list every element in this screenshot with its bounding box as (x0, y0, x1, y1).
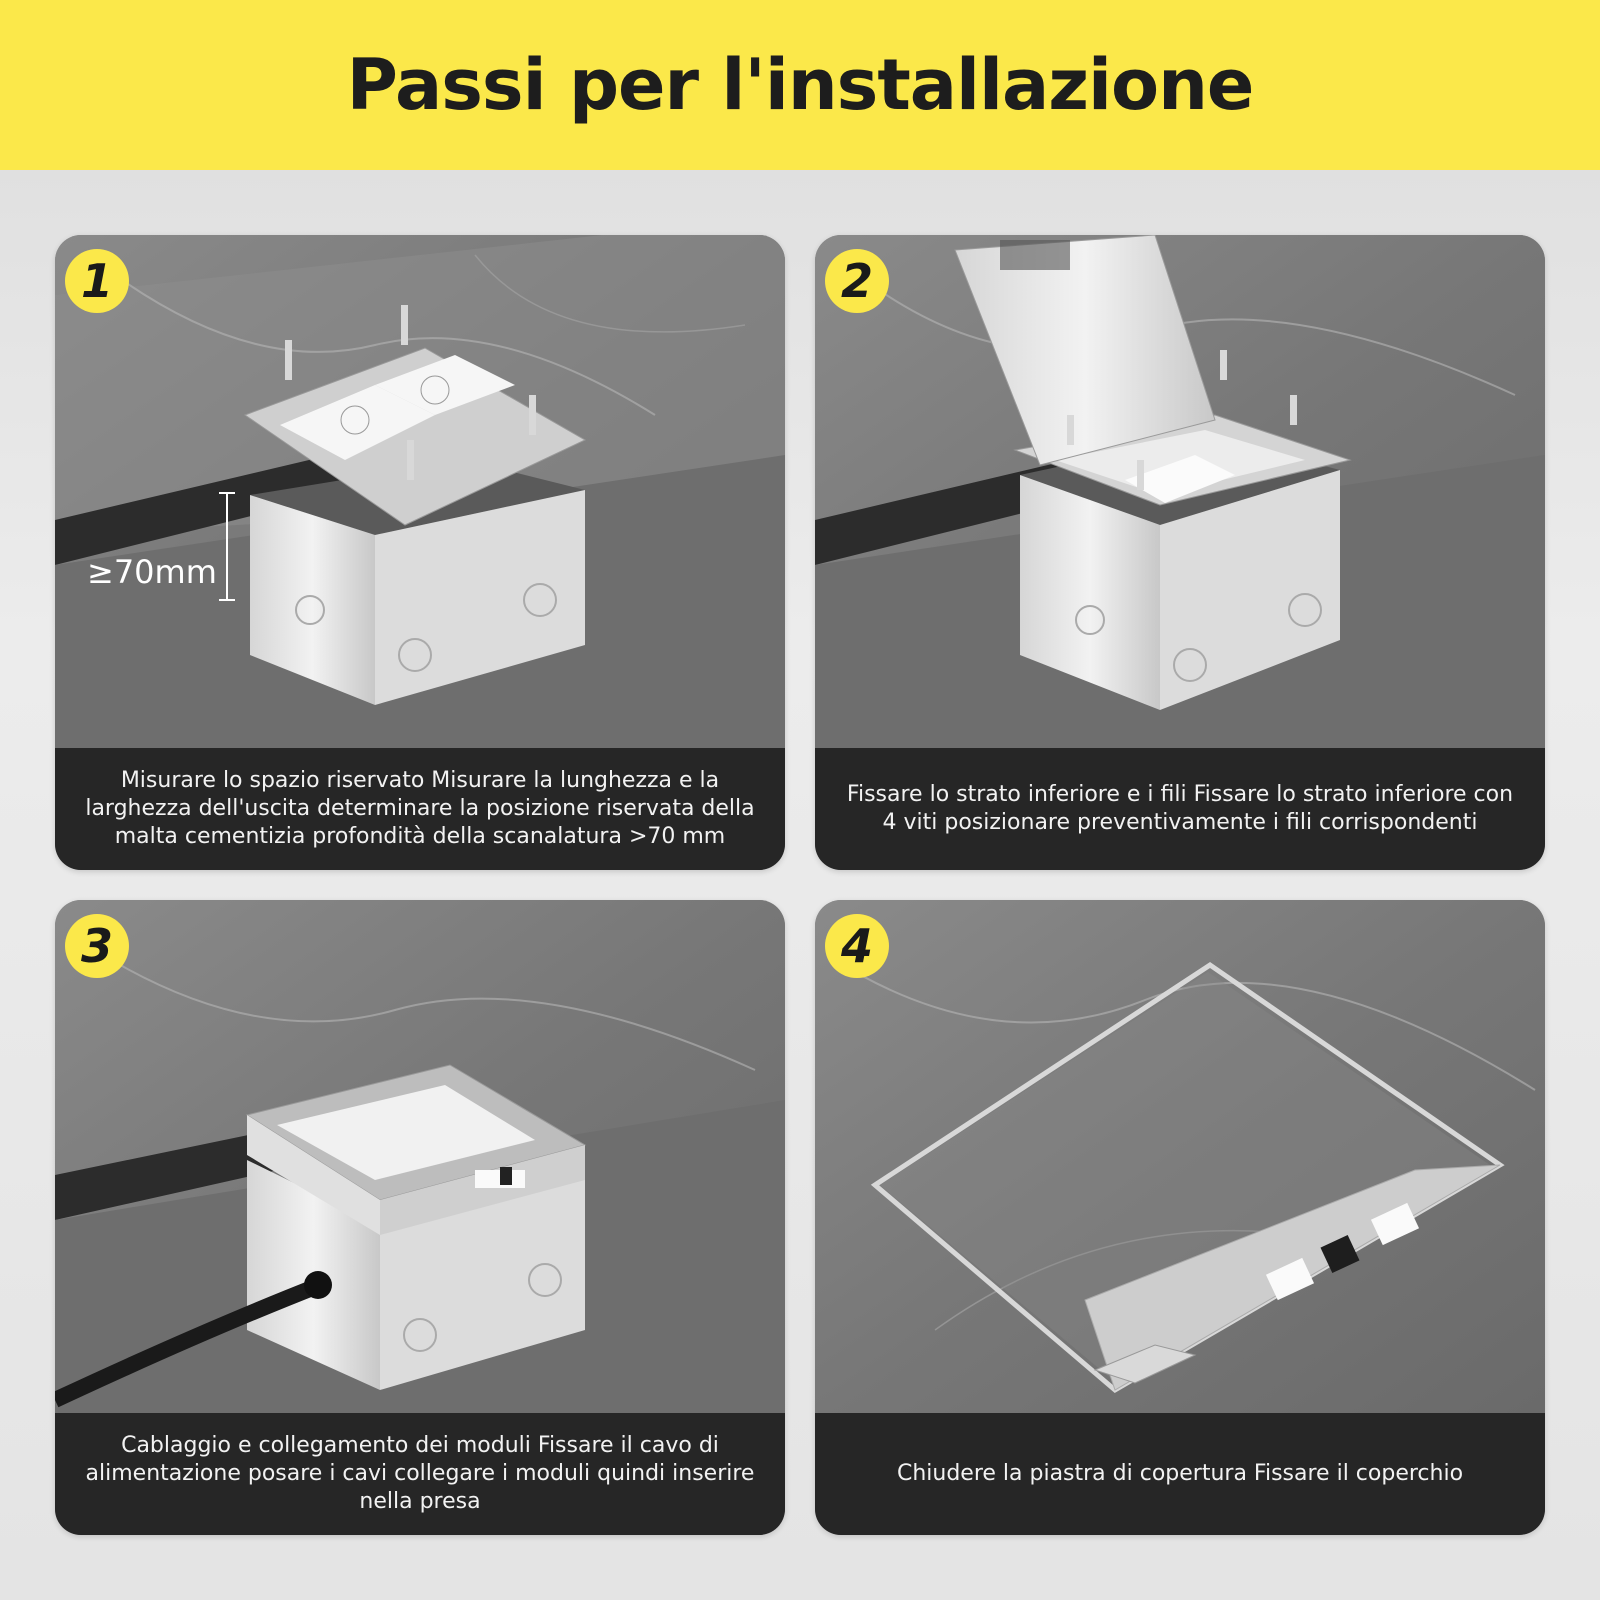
step-number-badge: 3 (65, 914, 129, 978)
page-header (0, 0, 1600, 170)
step-card-2 (815, 235, 1545, 870)
page-title: Passi per l'installazione (346, 44, 1254, 126)
step-number-badge: 1 (65, 249, 129, 313)
step-2-illustration (815, 235, 1545, 748)
step-number-badge: 4 (825, 914, 889, 978)
step-caption: Chiudere la piastra di copertura Fissare il coperchio (815, 1413, 1545, 1535)
step-caption: Cablaggio e collegamento dei moduli Fissare il cavo di alimentazione posare i cavi collegare i moduli quindi inserire nella presa (55, 1413, 785, 1535)
step-number-badge: 2 (825, 249, 889, 313)
step-4-illustration (815, 900, 1545, 1413)
step-3-illustration (55, 900, 785, 1413)
step-card-1 (55, 235, 785, 870)
step-caption: Misurare lo spazio riservato Misurare la lunghezza e la larghezza dell'uscita determinare la posizione riservata della malta cementizia profondità della scanalatura >70 mm (55, 748, 785, 870)
step-card-4 (815, 900, 1545, 1535)
step-card-3 (55, 900, 785, 1535)
step-1-illustration (55, 235, 785, 748)
depth-measurement: ≥70mm (87, 553, 217, 591)
step-caption: Fissare lo strato inferiore e i fili Fissare lo strato inferiore con 4 viti posizionare preventivamente i fili corrispondenti (815, 748, 1545, 870)
